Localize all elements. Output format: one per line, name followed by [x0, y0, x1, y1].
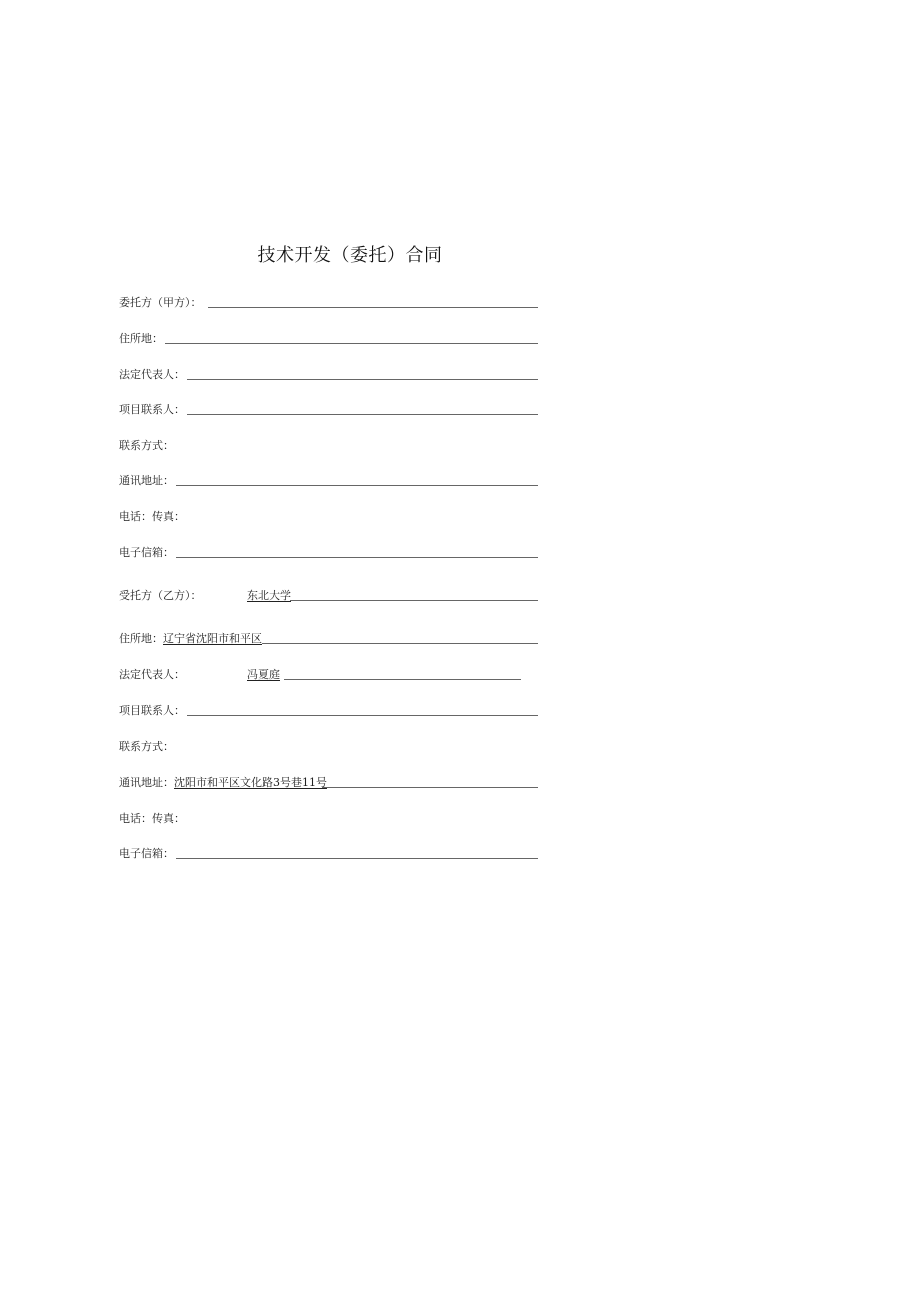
party-a-project-contact-label: 项目联系人：	[119, 403, 185, 416]
party-b-name-blank[interactable]	[290, 600, 538, 601]
party-b-address-label: 住所地：	[119, 632, 163, 645]
party-a-mailing-address-label: 通讯地址：	[119, 474, 174, 487]
party-a-legal-rep-blank[interactable]	[187, 379, 538, 380]
party-a-legal-rep-field	[119, 366, 539, 384]
party-b-phone-fax-label: 电话：传真：	[119, 812, 185, 825]
party-b-name-value: 东北大学	[247, 589, 291, 602]
party-a-email-blank[interactable]	[176, 557, 538, 558]
party-a-contact-field	[119, 437, 539, 455]
party-b-project-contact-field	[119, 702, 539, 720]
party-b-mailing-address-blank[interactable]	[322, 787, 538, 788]
party-b-project-contact-blank[interactable]	[187, 715, 538, 716]
party-b-address-blank[interactable]	[262, 643, 538, 644]
party-a-name-field	[119, 294, 539, 312]
party-b-name-field	[119, 587, 539, 605]
party-a-project-contact-blank[interactable]	[187, 414, 538, 415]
party-a-email-field	[119, 544, 539, 562]
party-a-legal-rep-label: 法定代表人：	[119, 368, 185, 381]
party-a-project-contact-field	[119, 401, 539, 419]
party-b-address-field	[119, 630, 539, 648]
party-b-legal-rep-blank[interactable]	[284, 679, 521, 680]
party-b-legal-rep-field	[119, 666, 539, 684]
party-b-phone-fax-field	[119, 810, 539, 828]
party-b-email-label: 电子信箱：	[119, 847, 174, 860]
party-a-mailing-address-field	[119, 472, 539, 490]
party-b-address-value: 辽宁省沈阳市和平区	[163, 632, 262, 645]
party-a-address-label: 住所地：	[119, 332, 163, 345]
party-b-contact-label: 联系方式：	[119, 740, 174, 753]
party-b-project-contact-label: 项目联系人：	[119, 704, 185, 717]
document-title: 技术开发（委托）合同	[257, 245, 443, 266]
party-a-mailing-address-blank[interactable]	[176, 485, 538, 486]
party-b-mailing-address-value: 沈阳市和平区文化路3号巷11号	[174, 776, 327, 789]
party-b-email-field	[119, 845, 539, 863]
party-b-mailing-address-field	[119, 774, 539, 792]
party-a-contact-label: 联系方式：	[119, 439, 174, 452]
party-a-phone-fax-field	[119, 508, 539, 526]
party-b-email-blank[interactable]	[176, 858, 538, 859]
party-b-legal-rep-value: 冯夏庭	[247, 668, 280, 681]
party-a-email-label: 电子信箱：	[119, 546, 174, 559]
party-a-name-blank[interactable]	[208, 307, 538, 308]
party-b-legal-rep-label: 法定代表人：	[119, 668, 185, 681]
party-a-address-field	[119, 330, 539, 348]
party-b-contact-field	[119, 738, 539, 756]
party-b-name-label: 受托方（乙方）：	[119, 589, 202, 602]
party-a-name-label: 委托方（甲方）：	[119, 296, 202, 309]
party-b-mailing-address-label: 通讯地址：	[119, 776, 174, 789]
party-a-phone-fax-label: 电话：传真：	[119, 510, 185, 523]
party-a-address-blank[interactable]	[165, 343, 538, 344]
